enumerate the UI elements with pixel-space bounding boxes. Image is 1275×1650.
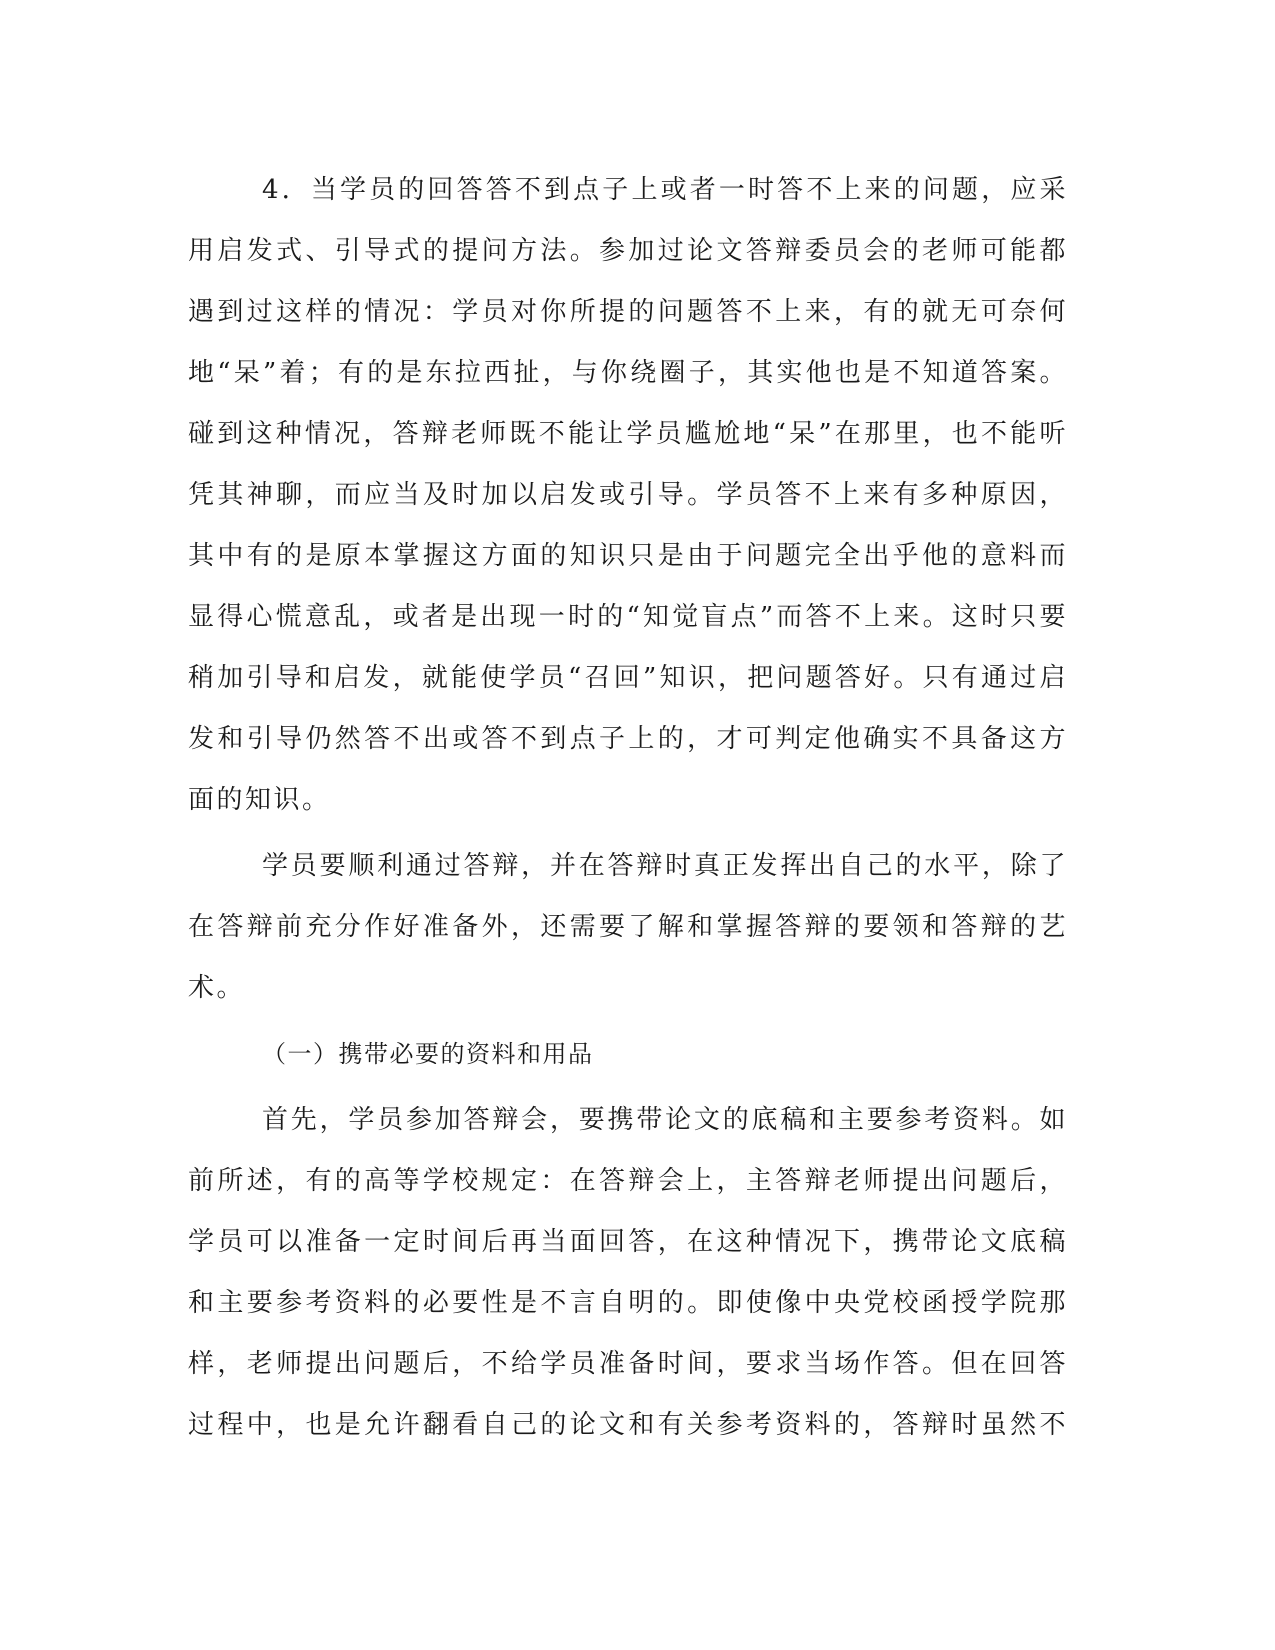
text-line: 在答辩前充分作好准备外，还需要了解和掌握答辩的要领和答辩的艺 bbox=[188, 912, 1068, 942]
text-line: 术。 bbox=[188, 973, 246, 1003]
text-line: 稍加引导和启发，就能使学员“召回”知识，把问题答好。只有通过启 bbox=[188, 663, 1068, 693]
text-line: 学员要顺利通过答辩，并在答辩时真正发挥出自己的水平，除了 bbox=[262, 851, 1068, 881]
paragraph-questioning-method bbox=[188, 160, 1068, 831]
text-line: 和主要参考资料的必要性是不言自明的。即使像中央党校函授学院那 bbox=[188, 1288, 1068, 1318]
text-line: 面的知识。 bbox=[188, 785, 331, 815]
paragraph-materials bbox=[188, 1090, 1068, 1456]
text-line: 前所述，有的高等学校规定：在答辩会上，主答辩老师提出问题后， bbox=[188, 1166, 1068, 1196]
text-line: 发和引导仍然答不出或答不到点子上的，才可判定他确实不具备这方 bbox=[188, 724, 1068, 754]
text-line: 其中有的是原本掌握这方面的知识只是由于问题完全出乎他的意料而 bbox=[188, 541, 1068, 571]
text-line: 用启发式、引导式的提问方法。参加过论文答辩委员会的老师可能都 bbox=[188, 236, 1068, 266]
text-line: 碰到这种情况，答辩老师既不能让学员尴尬地“呆”在那里，也不能听 bbox=[188, 419, 1068, 449]
text-line: 过程中，也是允许翻看自己的论文和有关参考资料的，答辩时虽然不 bbox=[188, 1410, 1068, 1440]
text-line: 4．当学员的回答答不到点子上或者一时答不上来的问题，应采 bbox=[262, 175, 1068, 205]
text-line: 凭其神聊，而应当及时加以启发或引导。学员答不上来有多种原因， bbox=[188, 480, 1068, 510]
text-line: 首先，学员参加答辩会，要携带论文的底稿和主要参考资料。如 bbox=[262, 1105, 1068, 1135]
document-body bbox=[188, 160, 1068, 1456]
text-line: 学员可以准备一定时间后再当面回答，在这种情况下，携带论文底稿 bbox=[188, 1227, 1068, 1257]
text-line: 显得心慌意乱，或者是出现一时的“知觉盲点”而答不上来。这时只要 bbox=[188, 602, 1068, 632]
section-heading: （一）携带必要的资料和用品 bbox=[262, 1040, 594, 1068]
paragraph-defense-art bbox=[188, 836, 1068, 1019]
text-line: 样，老师提出问题后，不给学员准备时间，要求当场作答。但在回答 bbox=[188, 1349, 1068, 1379]
text-line: 地“呆”着；有的是东拉西扯，与你绕圈子，其实他也是不知道答案。 bbox=[188, 358, 1068, 388]
text-line: 遇到过这样的情况：学员对你所提的问题答不上来，有的就无可奈何 bbox=[188, 297, 1068, 327]
